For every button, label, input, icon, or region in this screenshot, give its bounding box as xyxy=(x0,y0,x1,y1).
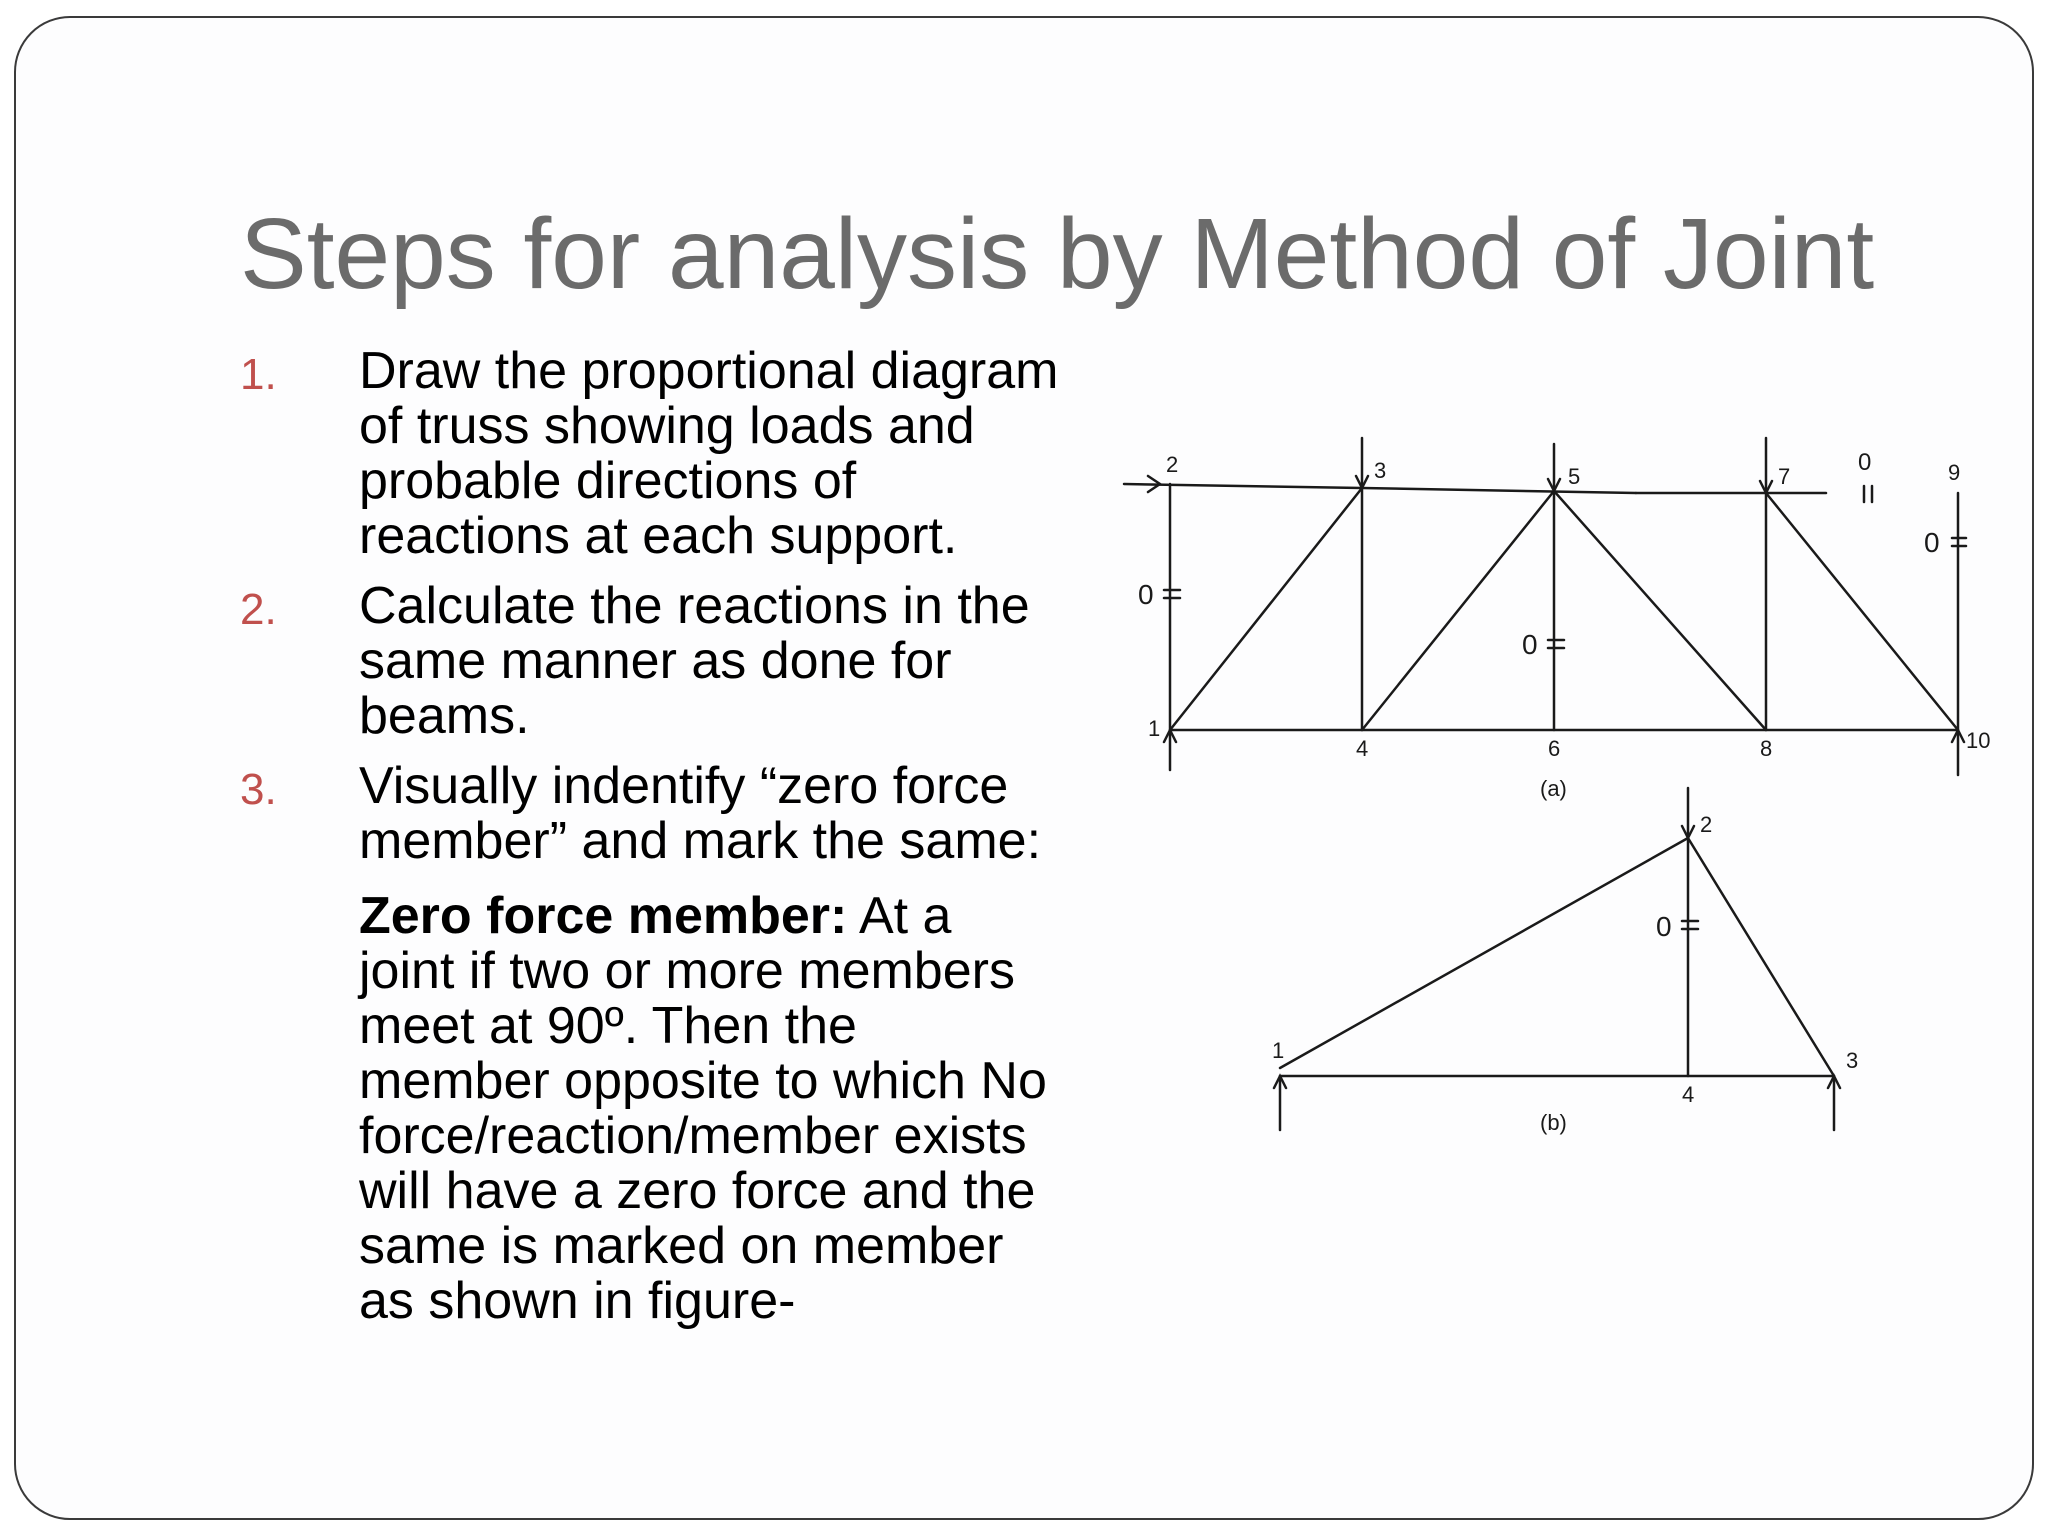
truss-a-node-label: 3 xyxy=(1374,458,1387,483)
truss-a-zero-label: 0 xyxy=(1924,527,1940,558)
step-text-2: Calculate the reactions in the same manner as done for beams. xyxy=(359,577,1030,745)
truss-a-node-label: 4 xyxy=(1356,736,1369,761)
truss-a-zero-label: 0 xyxy=(1138,579,1154,610)
truss-a-node-label: 9 xyxy=(1948,460,1961,485)
step-text-1: Draw the proportional diagram of truss showing loads and probable directions of reactions at each support. xyxy=(359,342,1059,565)
truss-a-top-chord-mid xyxy=(1362,488,1636,493)
truss-a-member-4-5 xyxy=(1362,491,1554,730)
truss-diagrams xyxy=(1116,418,2034,1158)
step-text-3: Visually indentify “zero force member” and mark the same: xyxy=(359,757,1042,870)
truss-a-zero-label: 0 xyxy=(1522,629,1538,660)
truss-a xyxy=(1124,438,1966,775)
truss-b-node-label: 3 xyxy=(1846,1048,1859,1073)
truss-a-node-label: 6 xyxy=(1548,736,1561,761)
truss-b-caption: (b) xyxy=(1540,1110,1567,1135)
step-item-2 xyxy=(16,579,1059,744)
step-number-2: 2. xyxy=(240,585,277,634)
truss-b-zero-tick xyxy=(1682,921,1698,929)
truss-b xyxy=(1274,788,1840,1130)
truss-a-node-label: 1 xyxy=(1148,716,1161,741)
truss-a-zero-label: 0 xyxy=(1858,449,1872,476)
truss-a-node-label: 10 xyxy=(1966,728,1991,753)
truss-a-member-5-8 xyxy=(1554,491,1766,730)
step-item-1 xyxy=(16,344,1059,564)
step-number-3: 3. xyxy=(240,765,277,814)
truss-a-zero-tick-1 xyxy=(1164,590,1180,598)
truss-b-member-1-2 xyxy=(1280,838,1688,1068)
zero-force-definition xyxy=(16,889,1059,1329)
truss-a-node-label: 2 xyxy=(1166,452,1179,477)
truss-a-zero-tick-3 xyxy=(1864,486,1872,502)
truss-a-zero-tick-2 xyxy=(1548,640,1564,648)
truss-b-node-label: 2 xyxy=(1700,812,1713,837)
steps-list xyxy=(16,344,1116,1329)
truss-b-zero-label: 0 xyxy=(1656,911,1672,942)
truss-b-member-2-3 xyxy=(1688,838,1834,1076)
zero-force-text: At a joint if two or more members meet at 90º. Then the member opposite to which No force/reaction/member exists will have a zero force and the same is marked on member as shown in figure- xyxy=(359,887,1047,1330)
truss-a-caption: (a) xyxy=(1540,776,1567,801)
truss-b-node-label: 1 xyxy=(1272,1038,1285,1063)
step-item-3 xyxy=(16,759,1059,869)
slide-frame xyxy=(14,16,2034,1520)
step-number-1: 1. xyxy=(240,350,277,399)
truss-a-member-1-3 xyxy=(1170,488,1362,730)
truss-a-node-label: 8 xyxy=(1760,736,1773,761)
zero-force-heading: Zero force member: xyxy=(359,887,848,945)
truss-a-node-label: 7 xyxy=(1778,464,1791,489)
truss-b-node-label: 4 xyxy=(1682,1082,1695,1107)
slide-title: Steps for analysis by Method of Joint xyxy=(240,198,1875,310)
truss-a-node-label: 5 xyxy=(1568,464,1581,489)
